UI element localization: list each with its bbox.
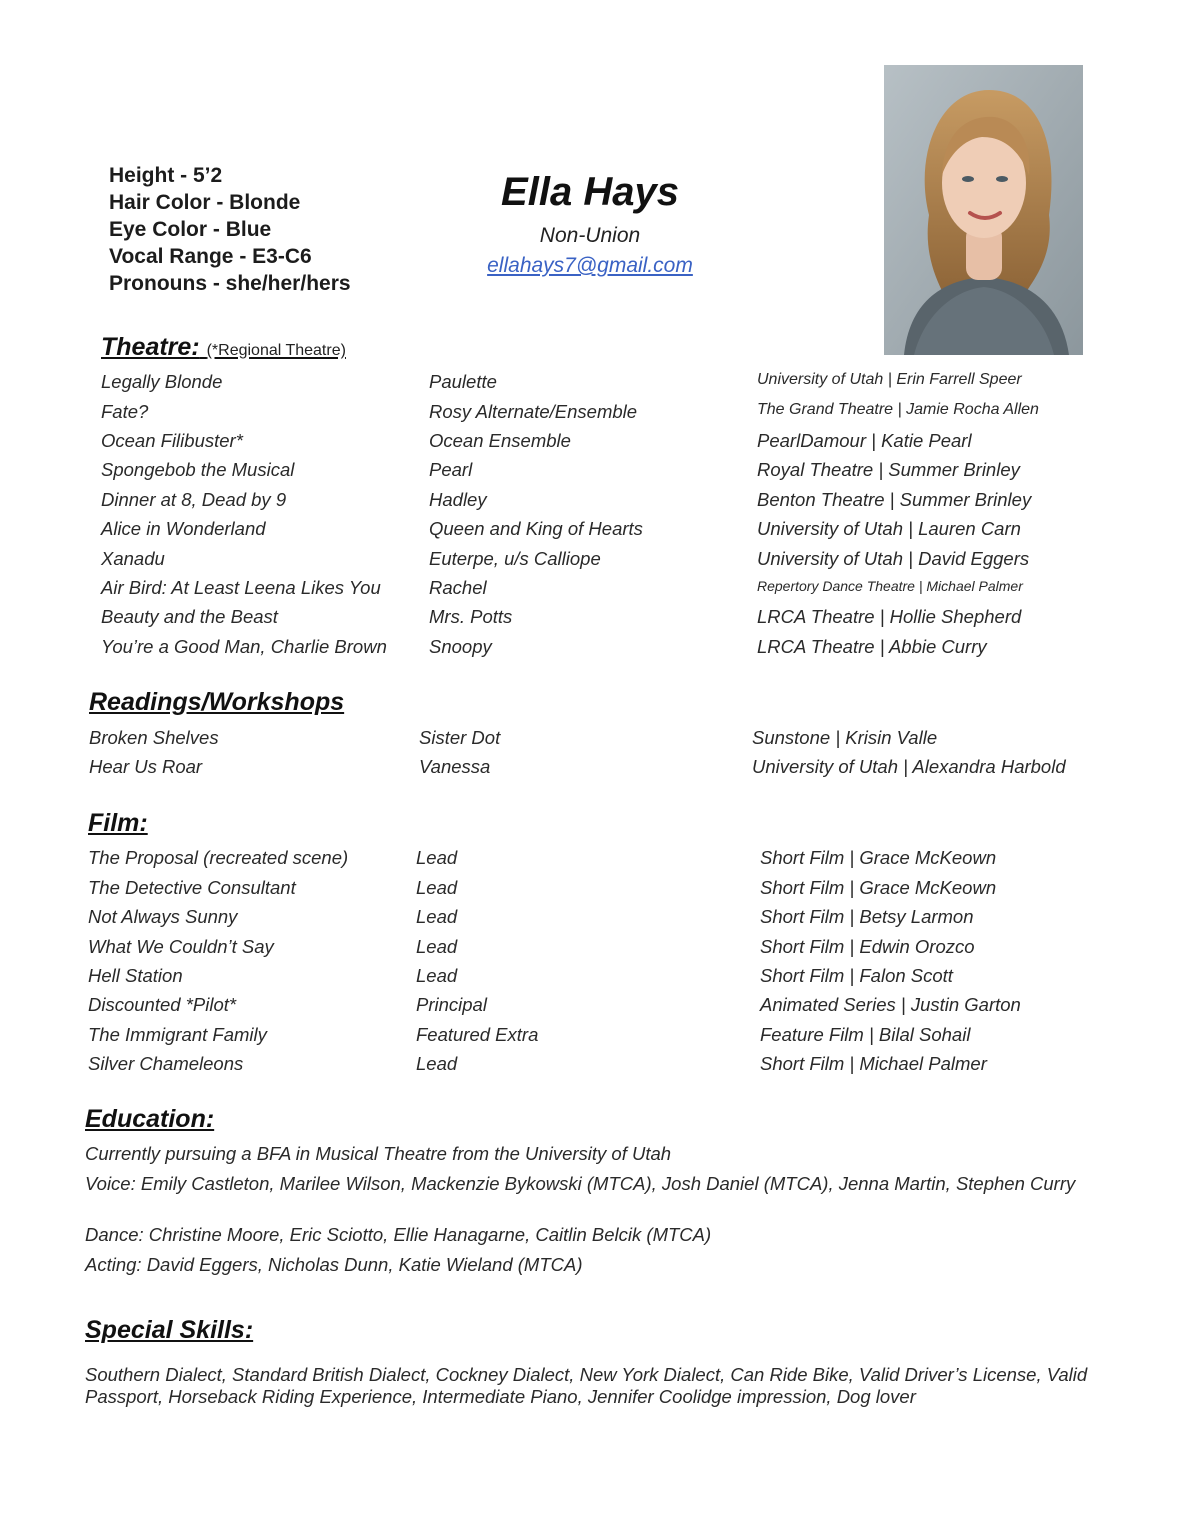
- company: Royal Theatre | Summer Brinley: [757, 459, 1020, 480]
- company: Feature Film | Bilal Sohail: [760, 1024, 971, 1045]
- role: Rosy Alternate/Ensemble: [429, 401, 638, 422]
- education-line: Dance: Christine Moore, Eric Sciotto, Ellie Hanagarne, Caitlin Belcik (MTCA): [85, 1224, 712, 1245]
- role: Ocean Ensemble: [429, 430, 571, 451]
- company: University of Utah | David Eggers: [757, 548, 1030, 569]
- film-row: [0, 906, 1179, 932]
- company: University of Utah | Alexandra Harbold: [752, 756, 1066, 777]
- film-row: [0, 936, 1179, 962]
- theatre-row: [0, 489, 1179, 515]
- stat-height: Height - 5’2: [109, 164, 223, 187]
- company: Short Film | Grace McKeown: [760, 877, 997, 898]
- show-title: Hear Us Roar: [89, 756, 203, 777]
- show-title: Dinner at 8, Dead by 9: [101, 489, 287, 510]
- education-heading: Education:: [85, 1105, 215, 1133]
- role: Pearl: [429, 459, 473, 480]
- film-row: [0, 994, 1179, 1020]
- stat-vocal-range: Vocal Range - E3-C6: [109, 245, 312, 268]
- role: Lead: [416, 965, 458, 986]
- email-link[interactable]: ellahays7@gmail.com: [487, 254, 693, 277]
- stat-pronouns: Pronouns - she/her/hers: [109, 272, 351, 295]
- role: Featured Extra: [416, 1024, 539, 1045]
- show-title: The Proposal (recreated scene): [88, 847, 349, 868]
- role: Lead: [416, 936, 458, 957]
- show-title: Spongebob the Musical: [101, 459, 295, 480]
- film-row: [0, 965, 1179, 991]
- show-title: What We Couldn’t Say: [88, 936, 274, 957]
- theatre-row: [0, 518, 1179, 544]
- company: Short Film | Edwin Orozco: [760, 936, 975, 957]
- stats-block: [109, 162, 351, 297]
- show-title: You’re a Good Man, Charlie Brown: [101, 636, 387, 657]
- show-title: Legally Blonde: [101, 371, 223, 392]
- show-title: Silver Chameleons: [88, 1053, 244, 1074]
- film-row: [0, 1024, 1179, 1050]
- role: Vanessa: [419, 756, 491, 777]
- role: Mrs. Potts: [429, 606, 513, 627]
- company: LRCA Theatre | Abbie Curry: [757, 636, 987, 657]
- role: Sister Dot: [419, 727, 501, 748]
- union-status: Non-Union: [539, 224, 641, 247]
- theatre-row: [0, 577, 1179, 603]
- theatre-row: [0, 636, 1179, 662]
- role: Rachel: [429, 577, 487, 598]
- theatre-heading: Theatre: (*Regional Theatre): [101, 333, 346, 361]
- theatre-row: [0, 430, 1179, 456]
- company: Animated Series | Justin Garton: [760, 994, 1021, 1015]
- stat-eyes: Eye Color - Blue: [109, 218, 272, 241]
- company: LRCA Theatre | Hollie Shepherd: [757, 606, 1022, 627]
- company: Short Film | Falon Scott: [760, 965, 953, 986]
- company: Sunstone | Krisin Valle: [752, 727, 938, 748]
- show-title: The Detective Consultant: [88, 877, 296, 898]
- theatre-row: [0, 459, 1179, 485]
- role: Euterpe, u/s Calliope: [429, 548, 601, 569]
- role: Lead: [416, 877, 458, 898]
- show-title: Ocean Filibuster*: [101, 430, 243, 451]
- role: Lead: [416, 847, 458, 868]
- role: Snoopy: [429, 636, 492, 657]
- readings-heading: Readings/Workshops: [89, 688, 345, 716]
- skills-heading: Special Skills:: [85, 1316, 254, 1344]
- theatre-row: [0, 371, 1179, 397]
- company: Benton Theatre | Summer Brinley: [757, 489, 1032, 510]
- readings-row: [0, 727, 1179, 753]
- show-title: Discounted *Pilot*: [88, 994, 237, 1015]
- show-title: The Immigrant Family: [88, 1024, 267, 1045]
- company: The Grand Theatre | Jamie Rocha Allen: [757, 401, 1039, 418]
- show-title: Xanadu: [101, 548, 165, 569]
- show-title: Air Bird: At Least Leena Likes You: [101, 577, 381, 598]
- role: Queen and King of Hearts: [429, 518, 643, 539]
- stat-hair: Hair Color - Blonde: [109, 191, 301, 214]
- film-heading: Film:: [88, 809, 148, 837]
- actor-name: Ella Hays: [501, 170, 679, 214]
- role: Hadley: [429, 489, 487, 510]
- role: Principal: [416, 994, 487, 1015]
- show-title: Broken Shelves: [89, 727, 219, 748]
- role: Paulette: [429, 371, 497, 392]
- theatre-row: [0, 548, 1179, 574]
- show-title: Alice in Wonderland: [101, 518, 266, 539]
- show-title: Not Always Sunny: [88, 906, 238, 927]
- film-row: [0, 1053, 1179, 1079]
- company: Repertory Dance Theatre | Michael Palmer: [757, 578, 1023, 594]
- education-line: Currently pursuing a BFA in Musical Theatre from the University of Utah: [85, 1143, 672, 1164]
- company: Short Film | Grace McKeown: [760, 847, 997, 868]
- film-row: [0, 877, 1179, 903]
- film-row: [0, 847, 1179, 873]
- company: PearlDamour | Katie Pearl: [757, 430, 972, 451]
- readings-row: [0, 756, 1179, 782]
- company: University of Utah | Lauren Carn: [757, 518, 1021, 539]
- theatre-row: [0, 401, 1179, 427]
- theatre-note: (*Regional Theatre): [206, 342, 346, 359]
- company: Short Film | Betsy Larmon: [760, 906, 974, 927]
- headshot-photo: [884, 65, 1083, 355]
- role: Lead: [416, 906, 458, 927]
- role: Lead: [416, 1053, 458, 1074]
- show-title: Beauty and the Beast: [101, 606, 278, 627]
- theatre-row: [0, 606, 1179, 632]
- skills-text: Southern Dialect, Standard British Dialect, Cockney Dialect, New York Dialect, Can Ride Bike, Valid Driver’s License, Valid Passport, Horseback Riding Experience, Intermediate Piano, Jennifer Coolidge impression, Dog lover: [85, 1364, 1088, 1407]
- show-title: Fate?: [101, 401, 149, 422]
- education-line: Acting: David Eggers, Nicholas Dunn, Katie Wieland (MTCA): [85, 1254, 583, 1275]
- education-line: Voice: Emily Castleton, Marilee Wilson, Mackenzie Bykowski (MTCA), Josh Daniel (MTCA), Jenna Martin, Stephen Curry: [85, 1173, 1076, 1194]
- company: Short Film | Michael Palmer: [760, 1053, 987, 1074]
- company: University of Utah | Erin Farrell Speer: [757, 371, 1022, 388]
- show-title: Hell Station: [88, 965, 183, 986]
